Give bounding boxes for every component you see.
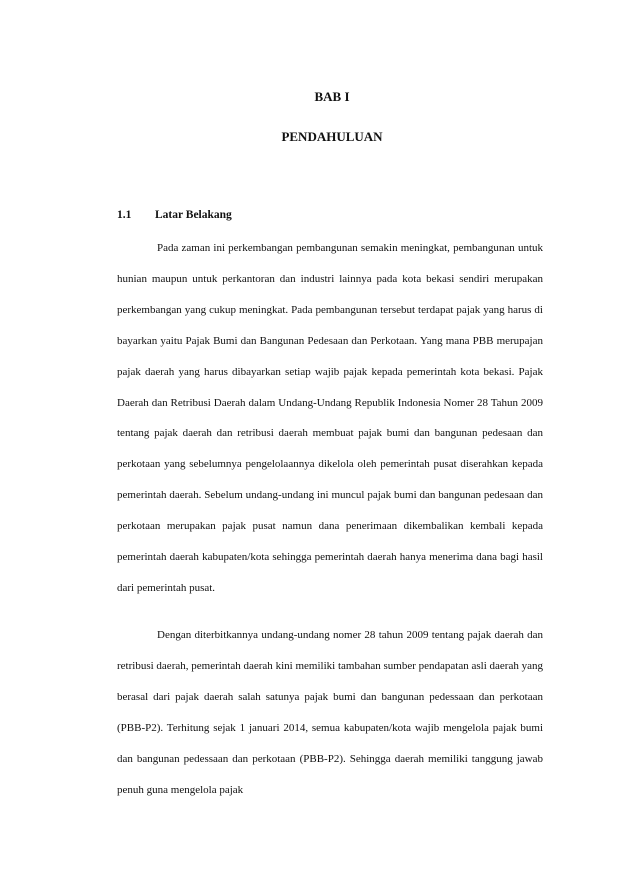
chapter-number: BAB I: [314, 89, 350, 104]
paragraph: Dengan diterbitkannya undang-undang nomer 28 tahun 2009 tentang pajak daerah dan retribusi daerah, pemerintah daerah kini memiliki tambahan sumber pendapatan asli daerah yang berasal dari pajak daerah salah satunya pajak bumi dan bangunan pedessaan dan perkotaan (PBB-P2). Terhitung sejak 1 januari 2014, semua kabupaten/kota wajib mengelola pajak bumi dan bangunan pedessaan dan perkotaan (PBB-P2). Sehingga daerah memiliki tanggung jawab penuh guna mengelola pajak: [117, 629, 543, 796]
section-title: Latar Belakang: [155, 209, 232, 221]
section-number: 1.1: [117, 209, 132, 221]
section-heading: [117, 209, 232, 221]
chapter-title: PENDAHULUAN: [281, 129, 383, 144]
paragraph: Pada zaman ini perkembangan pembangunan semakin meningkat, pembangunan untuk hunian maupun untuk perkantoran dan industri lainnya pada kota bekasi sendiri merupakan perkembangan yang cukup meningkat. Pada pembangunan tersebut terdapat pajak yang harus di bayarkan yaitu Pajak Bumi dan Bangunan Pedesaan dan Perkotaan. Yang mana PBB merupajan pajak daerah yang harus dibayarkan setiap wajib pajak kepada pemerintah kota bekasi. Pajak Daerah dan Retribusi Daerah dalam Undang-Undang Republik Indonesia Nomer 28 Tahun 2009 tentang pajak daerah dan retribusi daerah membuat pajak bumi dan bangunan pedesaan dan perkotaan yang sebelumnya pengelolaannya dikelola oleh pemerintah pusat diserahkan kepada pemerintah daerah. Sebelum undang-undang ini muncul pajak bumi dan bangunan pedesaan dan perkotaan merupakan pajak pusat namun dana penerimaan dikembalikan kembali kepada pemerintah daerah kabupaten/kota sehingga pemerintah daerah hanya menerima dana bagi hasil dari pemerintah pusat.: [117, 242, 543, 594]
